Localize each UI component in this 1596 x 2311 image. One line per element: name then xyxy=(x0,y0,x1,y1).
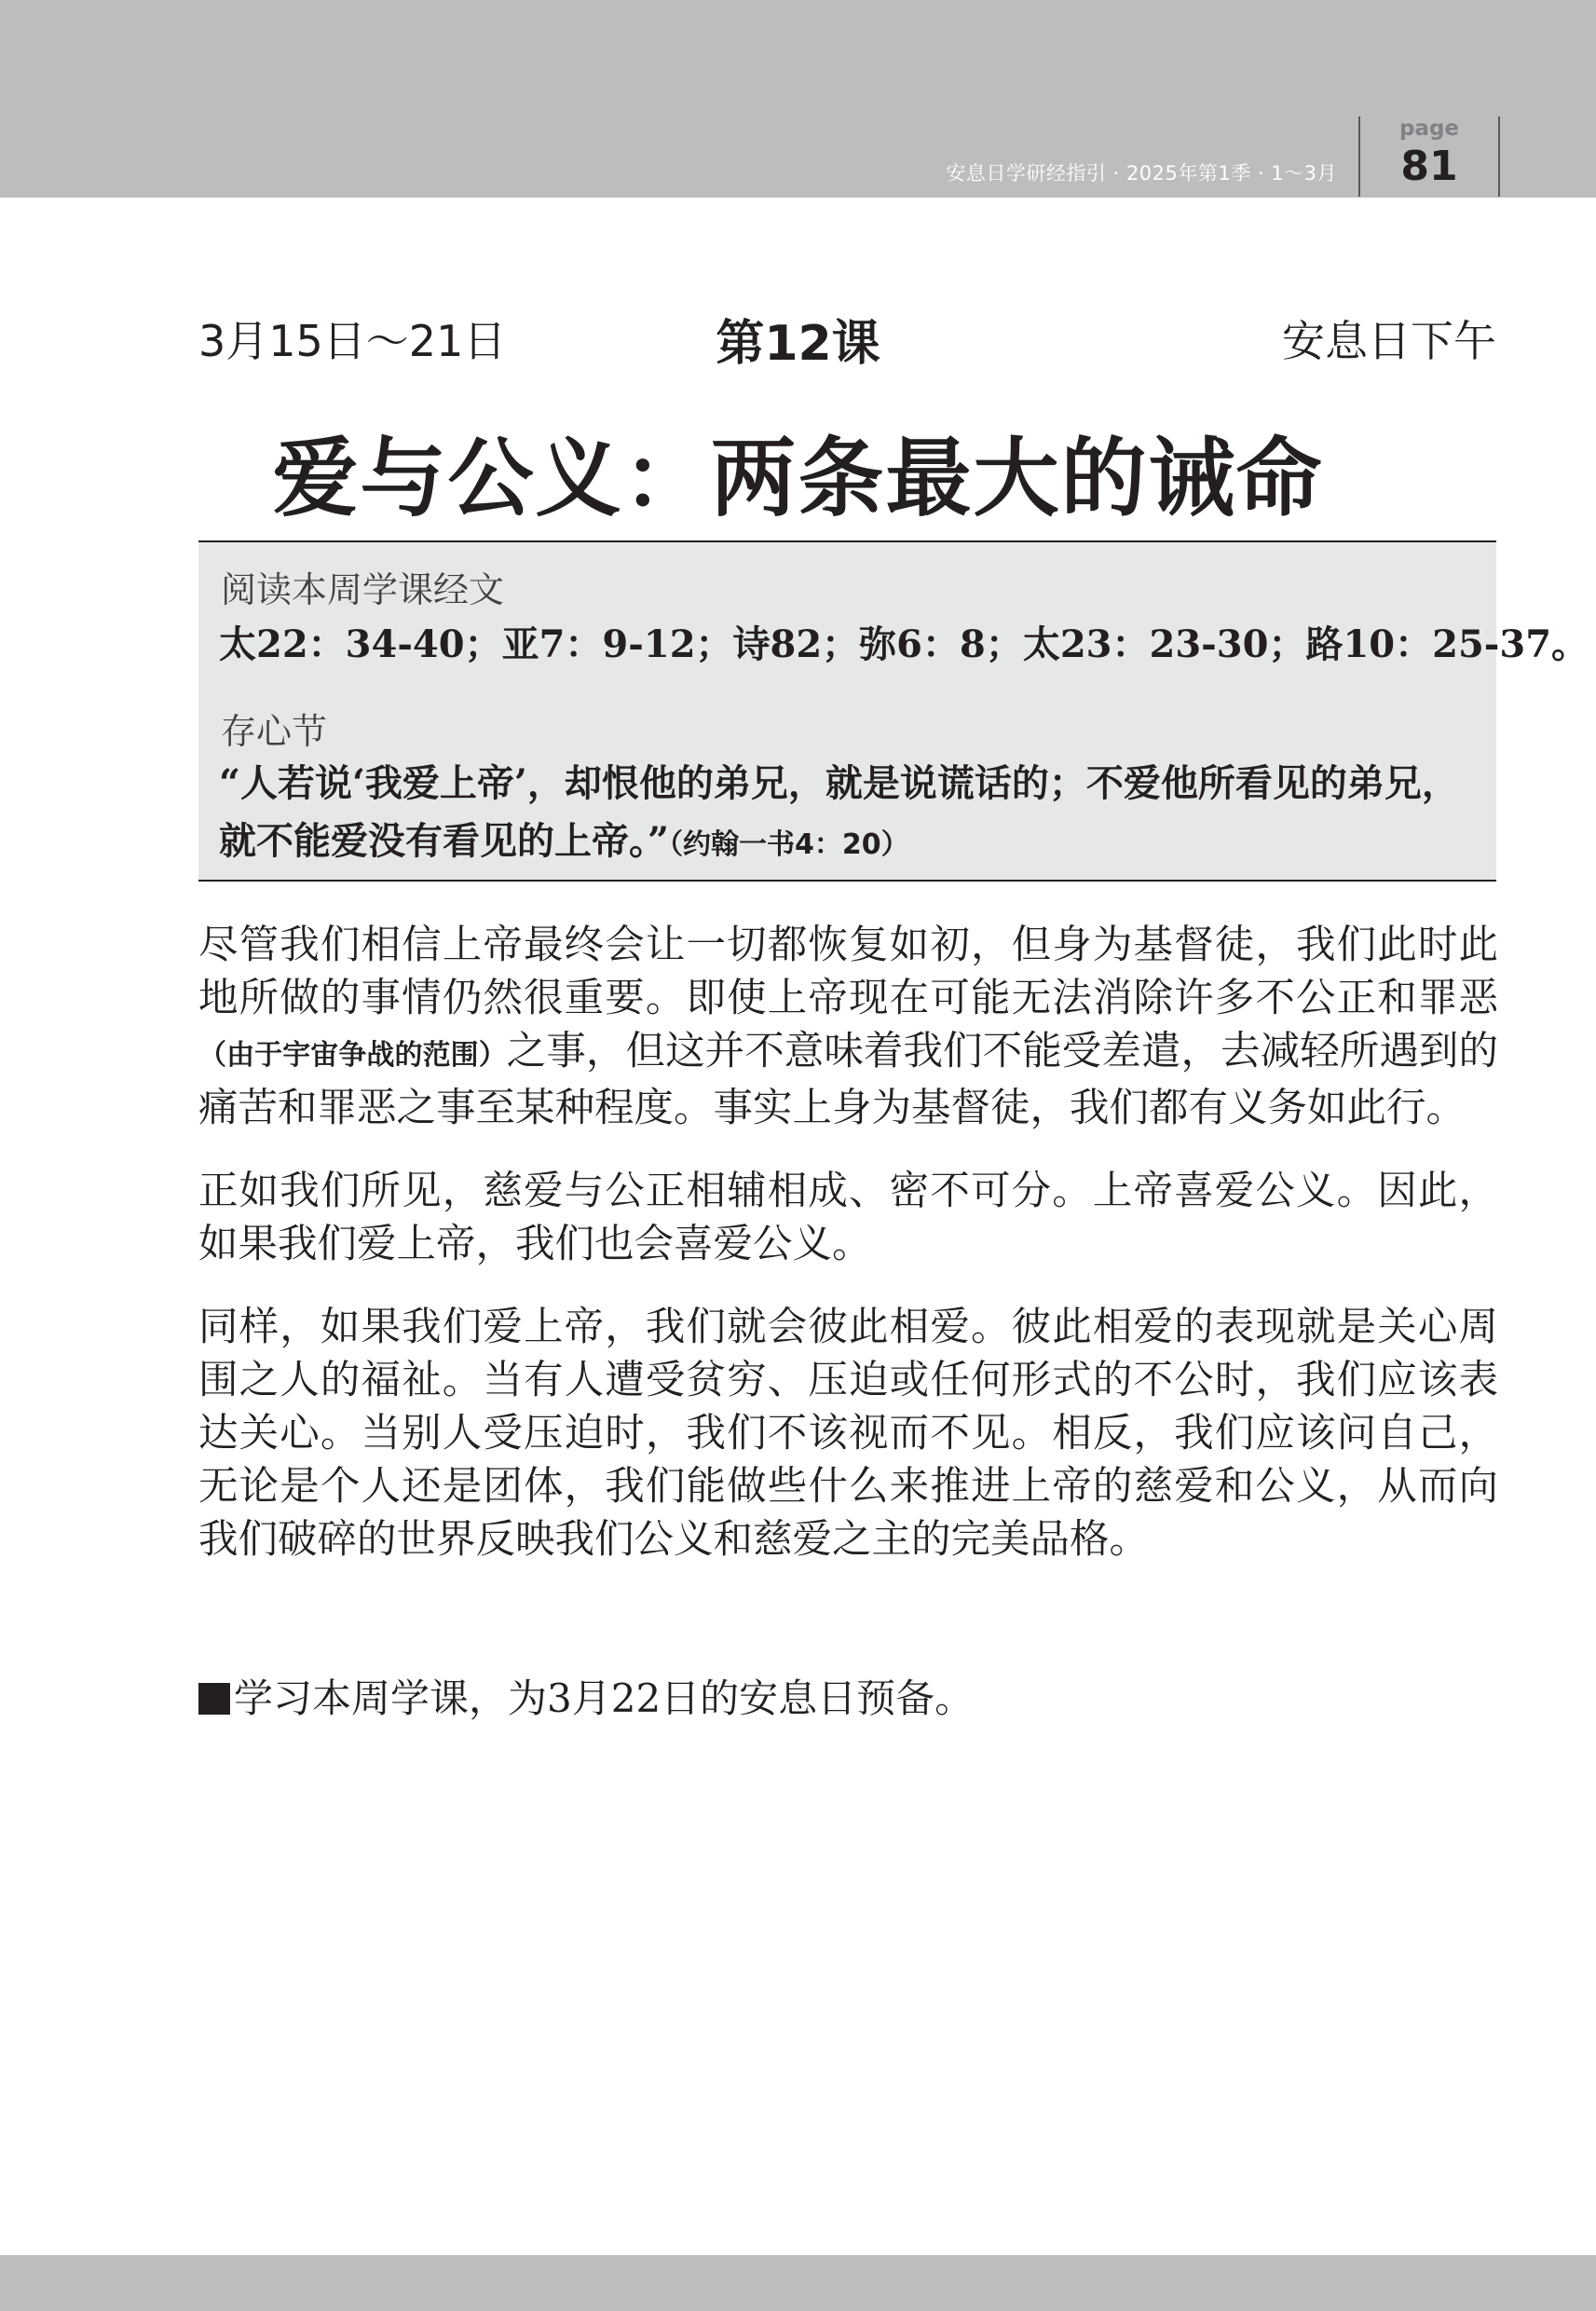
paragraph-1 xyxy=(198,919,1498,1135)
running-head: 安息日学研经指引 · 2025年第1季 · 1～3月 xyxy=(946,162,1337,185)
reading-box xyxy=(198,540,1589,882)
paragraph-1-note: （由于宇宙争战的范围） xyxy=(198,1039,507,1072)
square-bullet-icon xyxy=(198,1683,230,1715)
paragraph-3: 同样，如果我们爱上帝，我们就会彼此相爱。彼此相爱的表现就是关心周围之人的福祉。当有人遭受贫穷、压迫或任何形式的不公时，我们应该表达关心。当别人受压迫时，我们不该视而不见。相反，我们应该问自己，无论是个人还是团体，我们能做些什么来推进上帝的慈爱和公义，从而向我们破碎的世界反映我们公义和慈爱之主的完美品格。 xyxy=(198,1305,1498,1563)
body-text xyxy=(198,919,1498,1596)
memory-verse xyxy=(219,755,1495,874)
page-number: 81 xyxy=(1400,143,1458,190)
lesson-number: 第12课 xyxy=(716,316,880,372)
reading-references: 太22：34-40；亚7：9-12；诗82；弥6：8；太23：23-30；路10：25-37。 xyxy=(219,622,1589,666)
page-number-box xyxy=(1358,116,1500,197)
memory-reference: （约翰一书4：20） xyxy=(669,828,909,861)
closing-text: 学习本周学课，为3月22日的安息日预备。 xyxy=(234,1675,975,1721)
header-bar xyxy=(0,0,1596,198)
lesson-day: 安息日下午 xyxy=(1282,316,1496,366)
closing-line xyxy=(198,1668,974,1724)
footer-bar xyxy=(0,2255,1596,2311)
paragraph-1-b: 之事，但这并不意味着我们不能受差遣，去减轻所遇到的痛苦和罪恶之事至某种程度。事实上身为基督徒，我们都有义务如此行。 xyxy=(198,1029,1498,1131)
memory-label: 存心节 xyxy=(221,711,328,752)
lesson-dates: 3月15日～21日 xyxy=(198,316,507,366)
memory-text: “人若说‘我爱上帝’，却恨他的弟兄，就是说谎话的；不爱他所看见的弟兄，就不能爱没有看见的上帝。” xyxy=(219,761,1459,863)
lesson-title: 爱与公义：两条最大的诫命 xyxy=(272,428,1324,528)
paragraph-1-a: 尽管我们相信上帝最终会让一切都恢复如初，但身为基督徒，我们此时此地所做的事情仍然很重要。即使上帝现在可能无法消除许多不公正和罪恶 xyxy=(198,923,1498,1021)
reading-label: 阅读本周学课经文 xyxy=(221,569,505,610)
paragraph-2: 正如我们所见，慈爱与公正相辅相成、密不可分。上帝喜爱公义。因此，如果我们爱上帝，我们也会喜爱公义。 xyxy=(198,1169,1498,1267)
page-label: page xyxy=(1398,116,1460,141)
